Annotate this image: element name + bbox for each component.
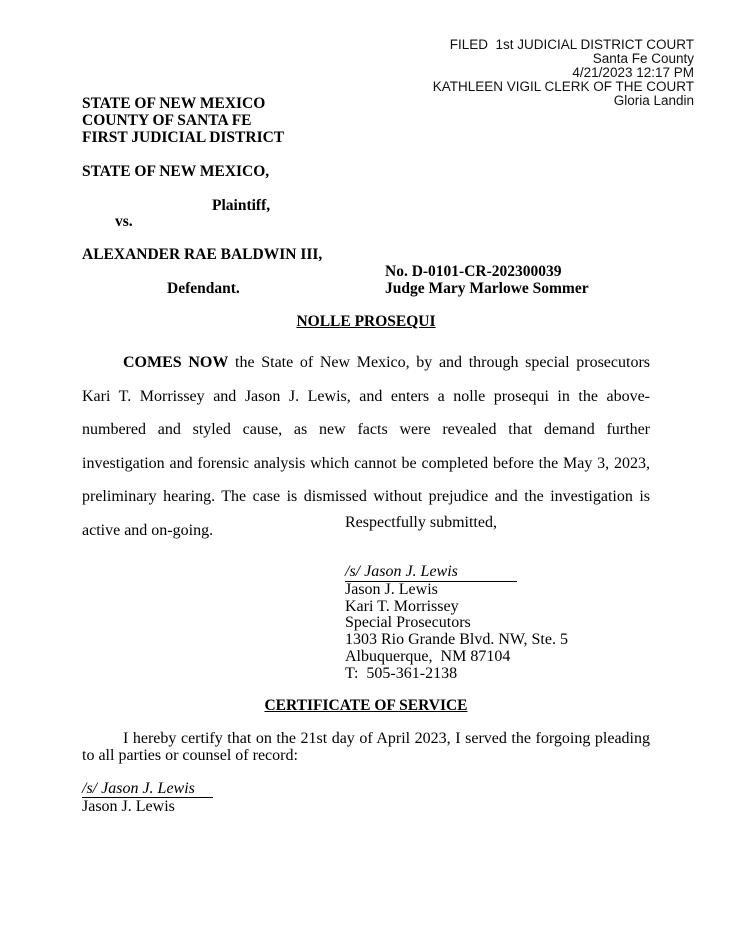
- certificate-signer-name: Jason J. Lewis: [82, 798, 175, 815]
- filing-stamp-line: Gloria Landin: [613, 93, 694, 108]
- filing-stamp-line: KATHLEEN VIGIL CLERK OF THE COURT: [432, 79, 694, 94]
- certificate-signature-text: /s/ Jason J. Lewis: [82, 780, 195, 797]
- attorney-block-line: Jason J. Lewis: [345, 581, 438, 598]
- signature-text: /s/ Jason J. Lewis: [345, 563, 458, 580]
- court-header: [82, 95, 284, 146]
- court-header-line: COUNTY OF SANTA FE: [82, 112, 252, 129]
- signature-line: [345, 563, 517, 582]
- attorney-block-line: Albuquerque, NM 87104: [345, 647, 511, 665]
- filing-stamp-line: 4/21/2023 12:17 PM: [572, 65, 694, 80]
- document-title-text: NOLLE PROSEQUI: [296, 313, 436, 330]
- document-title: [82, 313, 650, 331]
- certificate-title-text: CERTIFICATE OF SERVICE: [264, 697, 468, 714]
- defendant-role: Defendant.: [167, 280, 240, 297]
- court-header-line: STATE OF NEW MEXICO: [82, 95, 266, 112]
- certificate-title: [82, 697, 650, 715]
- filing-stamp: [433, 38, 694, 108]
- filing-stamp-line: Santa Fe County: [592, 51, 694, 66]
- versus-label: vs.: [115, 213, 133, 230]
- certificate-signature-line: [82, 780, 213, 798]
- court-header-line: FIRST JUDICIAL DISTRICT: [82, 129, 285, 146]
- attorney-block-line: Special Prosecutors: [345, 614, 471, 632]
- attorney-block: [345, 582, 568, 682]
- defendant-name: ALEXANDER RAE BALDWIN III,: [82, 246, 323, 263]
- attorney-block-line: Kari T. Morrissey: [345, 597, 459, 615]
- attorney-block-line: 1303 Rio Grande Blvd. NW, Ste. 5: [345, 631, 568, 649]
- judge-name: Judge Mary Marlowe Sommer: [385, 280, 589, 297]
- case-number: No. D-0101-CR-202300039: [385, 263, 562, 280]
- body-lead: COMES NOW: [123, 354, 229, 371]
- plaintiff-role: Plaintiff,: [212, 197, 271, 214]
- closing-line: Respectfully submitted,: [345, 514, 497, 531]
- attorney-block-line: T: 505-361-2138: [345, 664, 458, 682]
- plaintiff-name: STATE OF NEW MEXICO,: [82, 163, 270, 180]
- filing-stamp-line: FILED 1st JUDICIAL DISTRICT COURT: [449, 37, 694, 52]
- body-text: the State of New Mexico, by and through special prosecutors Kari T. Morrissey and Jason J. Lewis, and enters a nolle prosequi in the above-numbered and styled cause, as new facts were revealed that demand further investigation and forensic analysis which cannot be completed before the May 3, 2023, preliminary hearing. The case is dismissed without prejudice and the investigation is active and on-going.: [82, 354, 650, 539]
- certificate-paragraph: I hereby certify that on the 21st day of April 2023, I served the forgoing pleading to all parties or counsel of record:: [82, 730, 650, 764]
